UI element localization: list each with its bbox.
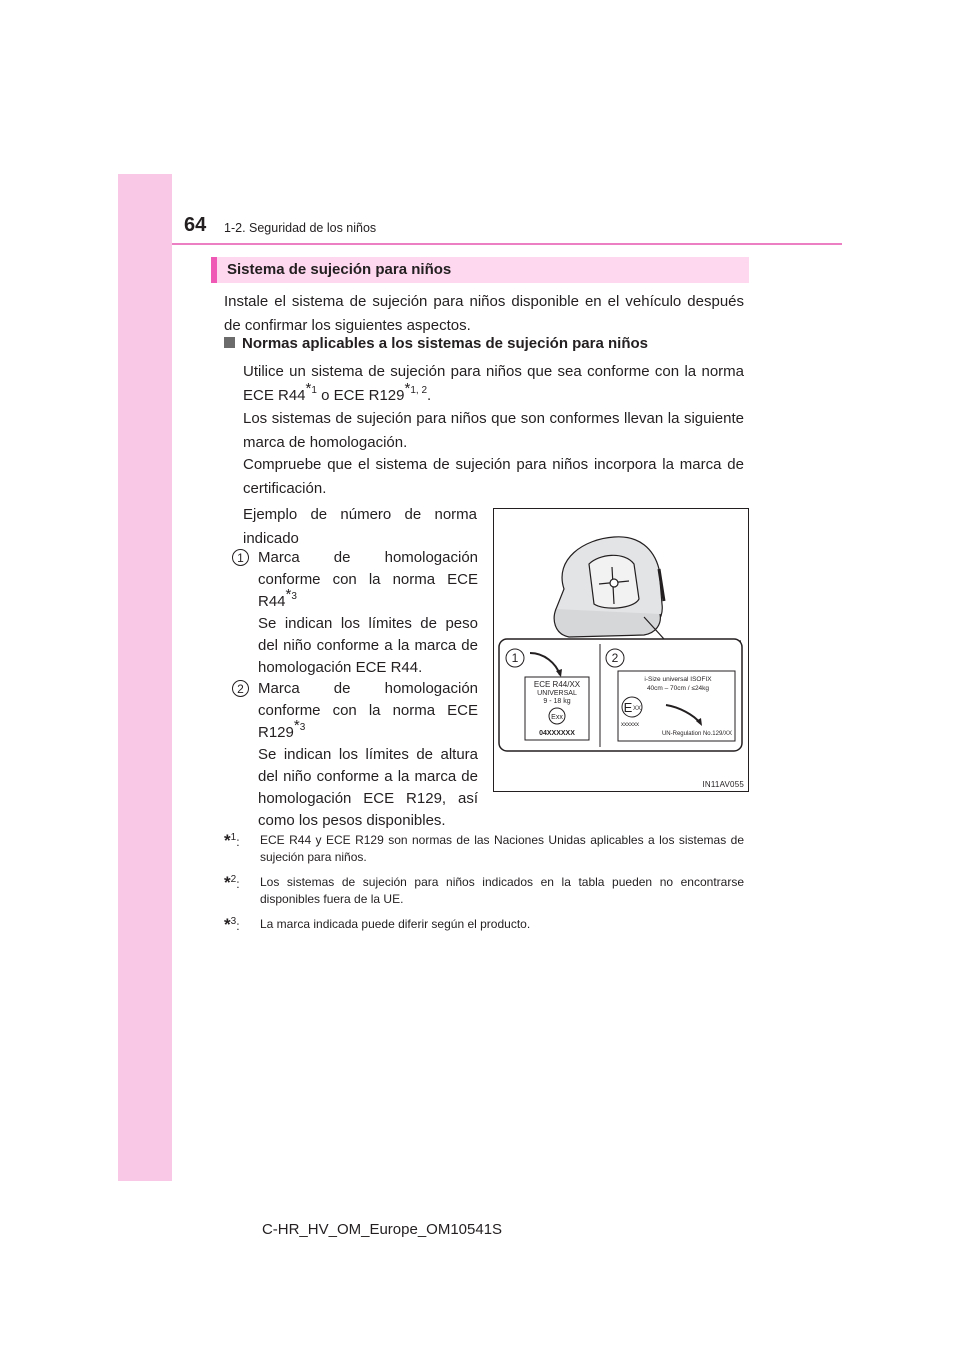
standards-paragraph: Utilice un sistema de sujeción para niños que sea conforme con la norma ECE R44$^{*1}$ o ECE R129$^{*1, 2}$. xyxy=(243,363,744,404)
number-circle-icon: 1 xyxy=(232,549,249,566)
label2-e-xx: XX xyxy=(632,706,642,712)
homologation-paragraph: Los sistemas de sujeción para niños que son conformes llevan la siguiente marca de homologación. xyxy=(243,410,744,451)
section-heading: Sistema de sujeción para niños xyxy=(227,261,452,278)
child-seat-illustration xyxy=(494,509,748,791)
header-rule xyxy=(172,243,842,245)
label2-line-1: i-Size universal ISOFIX xyxy=(644,676,712,683)
item-title: Marca de homologación conforme con la norma ECE R44$^{*3}$ xyxy=(258,549,478,610)
section-title: 1-2. Seguridad de los niños xyxy=(224,221,377,235)
standards-text-1: Utilice un sistema de sujeción para niños que sea conforme con la norma ECE R44 xyxy=(243,363,744,404)
item-description: Se indican los límites de altura del niño conforme a la marca de homologación ECE R129, así como los pesos disponibles. xyxy=(258,746,478,829)
section-heading-bar xyxy=(211,257,749,283)
label1-e-mark: Exx xyxy=(551,714,563,721)
example-paragraph: Ejemplo de número de norma indicado xyxy=(243,506,477,547)
subheading-text: Normas aplicables a los sistemas de sujeción para niños xyxy=(242,335,648,352)
figure-code: IN11AV055 xyxy=(702,780,744,789)
child-seat-figure xyxy=(493,508,749,792)
figure-marker-1: 1 xyxy=(511,651,519,665)
label1-line-1: ECE R44/XX xyxy=(533,680,581,689)
label1-number: 04XXXXXX xyxy=(539,730,575,737)
intro-paragraph: Instale el sistema de sujeción para niños disponible en el vehículo después de confirmar los siguientes aspectos. xyxy=(224,293,744,334)
footnote-ref-1: *1 xyxy=(305,380,317,397)
label1-line-3: 9 - 18 kg xyxy=(543,698,571,705)
label1-line-2: UNIVERSAL xyxy=(537,690,577,697)
bullet-square-icon xyxy=(224,337,235,348)
page-footer xyxy=(0,1221,960,1238)
certification-paragraph: Compruebe que el sistema de sujeción para niños incorpora la marca de certificación. xyxy=(243,456,744,497)
label2-e-mark: E xyxy=(623,700,633,715)
number-circle-icon: 2 xyxy=(232,680,249,697)
page-number: 64 xyxy=(184,214,207,236)
footnote-ref-12: *1, 2 xyxy=(404,380,428,397)
label2-line-2: 40cm – 70cm / ≤24kg xyxy=(646,685,710,692)
footer-code: C-HR_HV_OM_Europe_OM10541S xyxy=(261,1221,503,1238)
item-description: Se indican los límites de peso del niño conforme a la marca de homologación ECE R44. xyxy=(258,615,478,676)
subheading xyxy=(224,335,648,352)
item-title: Marca de homologación conforme con la norma ECE R129$^{*3}$ xyxy=(258,680,478,741)
label2-regulation: UN-Regulation No.129/XX xyxy=(661,731,732,737)
standards-text-2: o ECE R129 xyxy=(316,387,405,404)
label2-number: xxxxxx xyxy=(621,722,639,728)
page-sidebar-tab xyxy=(118,174,172,1181)
figure-marker-2: 2 xyxy=(611,651,619,665)
